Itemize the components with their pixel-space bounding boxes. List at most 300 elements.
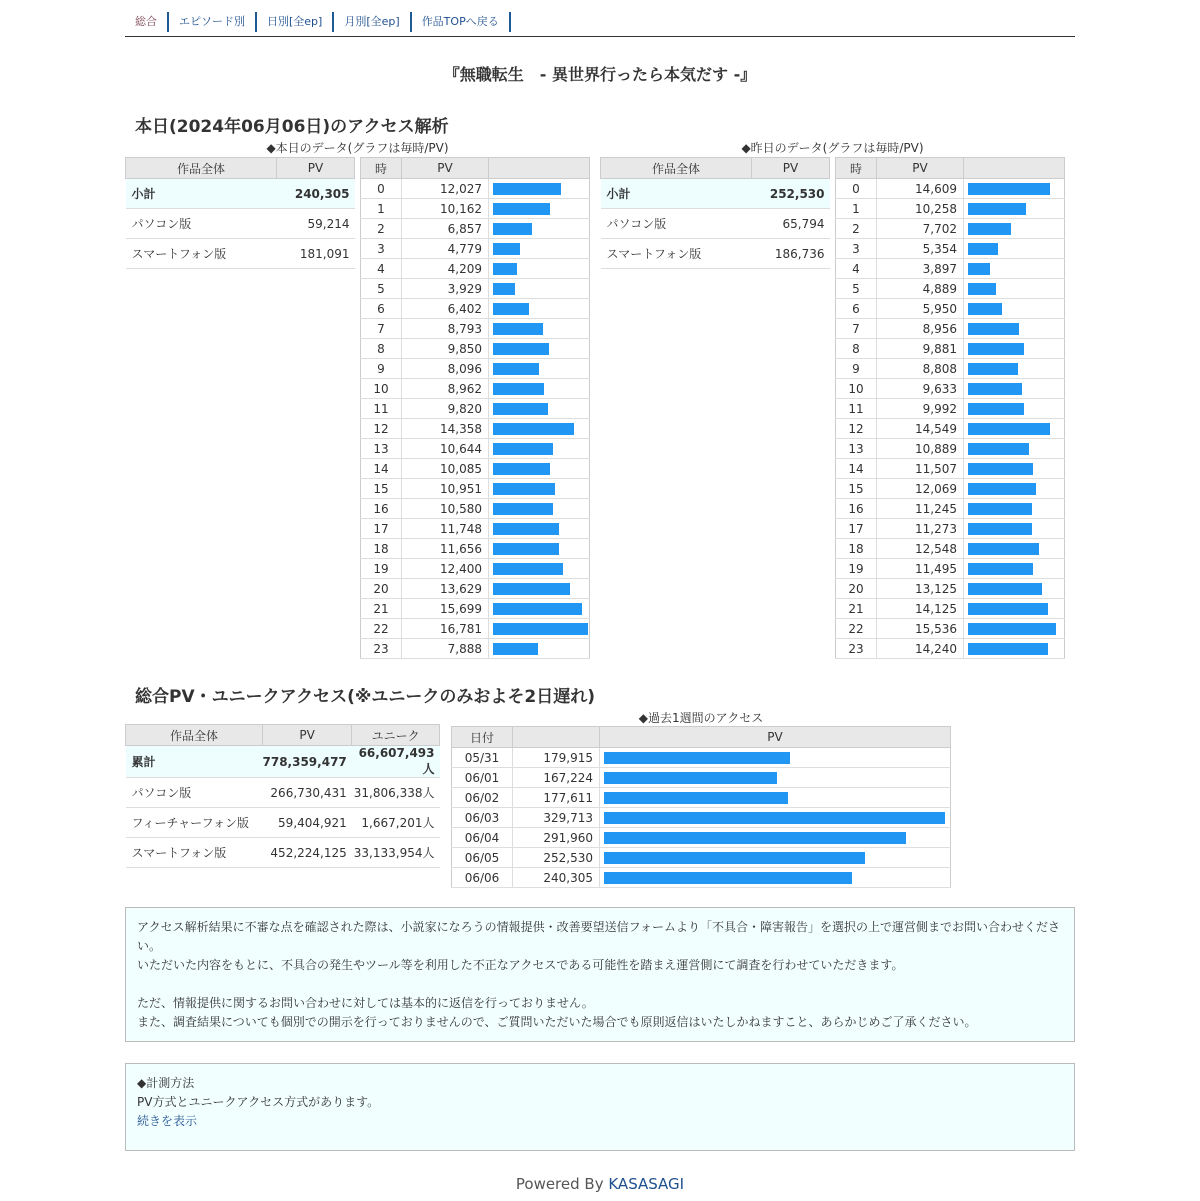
nav-link-episode[interactable]: エピソード別 [169, 12, 257, 32]
bar-cell [489, 499, 590, 519]
pv-cell: 8,962 [402, 379, 489, 399]
bar-cell [489, 259, 590, 279]
pv-cell: 10,580 [402, 499, 489, 519]
table-row [126, 179, 355, 209]
row-value: 252,530 [752, 179, 830, 209]
pv-cell: 14,125 [877, 599, 964, 619]
pv-cell: 11,656 [402, 539, 489, 559]
table-row [361, 479, 590, 499]
table-row [361, 359, 590, 379]
pv-bar [968, 603, 1048, 615]
bar-cell [489, 299, 590, 319]
hour-cell: 6 [836, 299, 877, 319]
row-value: 181,091 [277, 239, 355, 269]
hour-cell: 9 [836, 359, 877, 379]
pv-bar [493, 543, 559, 555]
bar-cell [600, 768, 951, 788]
column-header: 時 [361, 158, 402, 179]
bar-cell [600, 748, 951, 768]
bar-cell [489, 339, 590, 359]
table-row [836, 479, 1065, 499]
row-unique: 1,667,201人 [352, 808, 440, 838]
bar-cell [964, 239, 1065, 259]
row-pv: 452,224,125 [263, 838, 352, 868]
pv-cell: 177,611 [513, 788, 600, 808]
hour-cell: 14 [836, 459, 877, 479]
bar-cell [964, 319, 1065, 339]
table-row [836, 219, 1065, 239]
hour-cell: 17 [361, 519, 402, 539]
table-row [836, 399, 1065, 419]
pv-bar [493, 403, 548, 415]
pv-cell: 10,085 [402, 459, 489, 479]
method-box [125, 1063, 1075, 1151]
pv-cell: 13,125 [877, 579, 964, 599]
pv-cell: 11,273 [877, 519, 964, 539]
pv-bar [968, 583, 1042, 595]
column-header: 作品全体 [126, 725, 263, 746]
pv-bar [493, 443, 553, 455]
pv-bar [968, 503, 1032, 515]
row-pv: 59,404,921 [263, 808, 352, 838]
pv-bar [968, 643, 1048, 655]
table-row [452, 748, 951, 768]
table-row [126, 808, 440, 838]
table-row [361, 619, 590, 639]
bar-cell [964, 179, 1065, 199]
table-row [836, 279, 1065, 299]
bar-cell [964, 559, 1065, 579]
table-row [452, 848, 951, 868]
table-row [836, 359, 1065, 379]
hour-cell: 13 [836, 439, 877, 459]
hour-cell: 12 [361, 419, 402, 439]
method-title: ◆計測方法 [137, 1076, 195, 1090]
column-header [513, 727, 600, 748]
hour-cell: 7 [836, 319, 877, 339]
pv-bar [493, 563, 563, 575]
bar-cell [964, 519, 1065, 539]
row-pv: 778,359,477 [263, 746, 352, 778]
pv-bar [968, 223, 1011, 235]
table-row [836, 199, 1065, 219]
pv-bar [493, 183, 561, 195]
column-header: 日付 [452, 727, 513, 748]
bar-cell [600, 788, 951, 808]
table-row [361, 539, 590, 559]
today-heading: 本日(2024年06月06日)のアクセス解析 [135, 117, 449, 137]
hour-cell: 17 [836, 519, 877, 539]
table-row [361, 339, 590, 359]
table-row [836, 419, 1065, 439]
pv-cell: 10,644 [402, 439, 489, 459]
pv-cell: 8,793 [402, 319, 489, 339]
table-row [836, 499, 1065, 519]
hour-cell: 11 [361, 399, 402, 419]
hour-cell: 1 [836, 199, 877, 219]
pv-cell: 14,240 [877, 639, 964, 659]
row-value: 59,214 [277, 209, 355, 239]
row-label: パソコン版 [126, 209, 277, 239]
pv-bar [493, 483, 555, 495]
pv-bar [968, 383, 1022, 395]
pv-bar [493, 243, 520, 255]
table-row [361, 599, 590, 619]
pv-cell: 16,781 [402, 619, 489, 639]
pv-bar [493, 203, 550, 215]
table-row [836, 339, 1065, 359]
hour-cell: 22 [836, 619, 877, 639]
pv-bar [493, 323, 543, 335]
pv-cell: 6,402 [402, 299, 489, 319]
hour-cell: 5 [361, 279, 402, 299]
table-row [452, 808, 951, 828]
bar-cell [964, 539, 1065, 559]
hour-cell: 21 [836, 599, 877, 619]
bar-cell [489, 459, 590, 479]
yesterday-hourly-table [835, 157, 1065, 659]
table-row [361, 239, 590, 259]
pv-cell: 4,889 [877, 279, 964, 299]
pv-bar [493, 303, 529, 315]
pv-cell: 7,888 [402, 639, 489, 659]
column-header: PV [877, 158, 964, 179]
bar-cell [489, 239, 590, 259]
bar-cell [489, 359, 590, 379]
table-row [836, 599, 1065, 619]
bar-cell [600, 848, 951, 868]
table-row [361, 399, 590, 419]
page-title: 『無職転生 - 異世界行ったら本気だす -』 [443, 65, 757, 84]
pv-cell: 240,305 [513, 868, 600, 888]
week-caption: ◆過去1週間のアクセス [638, 711, 764, 725]
table-row [126, 209, 355, 239]
row-label: 累計 [126, 746, 263, 778]
bar-cell [489, 219, 590, 239]
table-row [836, 239, 1065, 259]
hour-cell: 8 [361, 339, 402, 359]
bar-cell [964, 499, 1065, 519]
pv-bar [604, 852, 865, 864]
pv-cell: 12,027 [402, 179, 489, 199]
pv-cell: 7,702 [877, 219, 964, 239]
pv-bar [493, 383, 544, 395]
table-row [601, 239, 830, 269]
bar-cell [489, 639, 590, 659]
bar-cell [489, 599, 590, 619]
table-row [361, 639, 590, 659]
table-row [836, 439, 1065, 459]
table-row [452, 788, 951, 808]
pv-bar [968, 403, 1024, 415]
pv-bar [493, 503, 553, 515]
date-cell: 06/06 [452, 868, 513, 888]
pv-bar [493, 643, 538, 655]
table-row [126, 239, 355, 269]
footer-prefix: Powered By [515, 1175, 609, 1193]
pv-cell: 12,069 [877, 479, 964, 499]
hour-cell: 16 [361, 499, 402, 519]
pv-cell: 167,224 [513, 768, 600, 788]
bar-cell [964, 639, 1065, 659]
table-row [361, 459, 590, 479]
table-row [836, 539, 1065, 559]
table-row [452, 768, 951, 788]
table-row [836, 259, 1065, 279]
hour-cell: 0 [836, 179, 877, 199]
pv-cell: 9,820 [402, 399, 489, 419]
pv-bar [493, 603, 582, 615]
hour-cell: 19 [836, 559, 877, 579]
pv-cell: 15,536 [877, 619, 964, 639]
pv-cell: 9,881 [877, 339, 964, 359]
pv-bar [493, 363, 539, 375]
hour-cell: 7 [361, 319, 402, 339]
column-header: PV [600, 727, 951, 748]
bar-cell [489, 479, 590, 499]
pv-bar [968, 343, 1024, 355]
bar-cell [489, 539, 590, 559]
pv-cell: 3,929 [402, 279, 489, 299]
total-table [125, 724, 440, 868]
bar-cell [489, 519, 590, 539]
hour-cell: 4 [361, 259, 402, 279]
bar-cell [489, 559, 590, 579]
pv-bar [968, 243, 998, 255]
pv-cell: 10,951 [402, 479, 489, 499]
table-row [836, 579, 1065, 599]
nav-link-overall[interactable]: 総合 [125, 12, 169, 32]
row-value: 186,736 [752, 239, 830, 269]
row-label: フィーチャーフォン版 [126, 808, 263, 838]
hour-cell: 5 [836, 279, 877, 299]
bar-cell [964, 439, 1065, 459]
hour-cell: 15 [836, 479, 877, 499]
pv-bar [968, 563, 1033, 575]
pv-bar [604, 752, 790, 764]
bar-cell [964, 579, 1065, 599]
pv-cell: 8,808 [877, 359, 964, 379]
pv-bar [493, 343, 549, 355]
pv-bar [968, 483, 1036, 495]
hour-cell: 2 [836, 219, 877, 239]
pv-cell: 12,400 [402, 559, 489, 579]
row-label: スマートフォン版 [601, 239, 752, 269]
pv-bar [493, 623, 588, 635]
hour-cell: 16 [836, 499, 877, 519]
nav-link-work-top[interactable]: 作品TOPへ戻る [412, 12, 511, 32]
bar-cell [489, 319, 590, 339]
table-row [361, 299, 590, 319]
pv-bar [493, 423, 574, 435]
row-unique: 31,806,338人 [352, 778, 440, 808]
notice-box [125, 907, 1075, 1042]
nav-link-daily[interactable]: 日別[全ep] [257, 12, 334, 32]
table-row [361, 199, 590, 219]
row-label: スマートフォン版 [126, 239, 277, 269]
pv-cell: 10,258 [877, 199, 964, 219]
hour-cell: 2 [361, 219, 402, 239]
hour-cell: 15 [361, 479, 402, 499]
hour-cell: 13 [361, 439, 402, 459]
pv-cell: 11,507 [877, 459, 964, 479]
pv-bar [968, 623, 1056, 635]
hour-cell: 0 [361, 179, 402, 199]
row-unique: 33,133,954人 [352, 838, 440, 868]
pv-bar [968, 463, 1033, 475]
date-cell: 06/01 [452, 768, 513, 788]
pv-cell: 8,096 [402, 359, 489, 379]
table-row [361, 519, 590, 539]
pv-bar [493, 263, 517, 275]
pv-bar [493, 523, 559, 535]
hour-cell: 11 [836, 399, 877, 419]
row-label: パソコン版 [601, 209, 752, 239]
table-row [452, 868, 951, 888]
table-row [836, 299, 1065, 319]
table-row [836, 619, 1065, 639]
row-label: パソコン版 [126, 778, 263, 808]
bar-cell [489, 199, 590, 219]
hour-cell: 20 [836, 579, 877, 599]
table-row [361, 579, 590, 599]
bar-cell [964, 339, 1065, 359]
table-row [361, 219, 590, 239]
pv-bar [493, 463, 550, 475]
date-cell: 06/05 [452, 848, 513, 868]
bar-cell [964, 359, 1065, 379]
table-row [601, 179, 830, 209]
column-header: PV [752, 158, 830, 179]
pv-bar [968, 363, 1018, 375]
hour-cell: 3 [836, 239, 877, 259]
column-header: 時 [836, 158, 877, 179]
bar-cell [489, 579, 590, 599]
hour-cell: 18 [361, 539, 402, 559]
table-row [361, 379, 590, 399]
row-value: 240,305 [277, 179, 355, 209]
bar-cell [489, 419, 590, 439]
table-row [452, 828, 951, 848]
date-cell: 06/02 [452, 788, 513, 808]
table-row [361, 499, 590, 519]
pv-bar [604, 772, 777, 784]
table-row [836, 179, 1065, 199]
pv-bar [493, 583, 570, 595]
pv-cell: 14,549 [877, 419, 964, 439]
bar-cell [964, 399, 1065, 419]
row-pv: 266,730,431 [263, 778, 352, 808]
hour-cell: 23 [836, 639, 877, 659]
hour-cell: 10 [836, 379, 877, 399]
hour-cell: 10 [361, 379, 402, 399]
pv-bar [968, 423, 1050, 435]
bar-cell [964, 599, 1065, 619]
kasasagi-link[interactable]: KASASAGI [608, 1175, 685, 1193]
pv-cell: 11,495 [877, 559, 964, 579]
table-row [126, 746, 440, 778]
table-row [361, 419, 590, 439]
table-row [361, 559, 590, 579]
pv-cell: 291,960 [513, 828, 600, 848]
column-header [964, 158, 1065, 179]
pv-bar [968, 263, 990, 275]
pv-cell: 11,245 [877, 499, 964, 519]
table-row [361, 279, 590, 299]
row-value: 65,794 [752, 209, 830, 239]
row-unique: 66,607,493人 [352, 746, 440, 778]
today-hourly-table [360, 157, 590, 659]
pv-bar [968, 523, 1032, 535]
today-summary-table [125, 157, 355, 269]
hour-cell: 18 [836, 539, 877, 559]
table-row [361, 439, 590, 459]
bar-cell [600, 808, 951, 828]
pv-bar [968, 443, 1029, 455]
pv-cell: 4,209 [402, 259, 489, 279]
row-label: 小計 [601, 179, 752, 209]
hour-cell: 1 [361, 199, 402, 219]
today-caption: ◆本日のデータ(グラフは毎時/PV) [266, 141, 449, 155]
pv-bar [493, 283, 515, 295]
bar-cell [600, 868, 951, 888]
table-row [601, 209, 830, 239]
nav-link-monthly[interactable]: 月別[全ep] [334, 12, 411, 32]
hour-cell: 6 [361, 299, 402, 319]
pv-bar [968, 323, 1019, 335]
pv-cell: 15,699 [402, 599, 489, 619]
pv-cell: 10,162 [402, 199, 489, 219]
bar-cell [964, 379, 1065, 399]
table-row [126, 778, 440, 808]
table-row [836, 379, 1065, 399]
column-header: 作品全体 [126, 158, 277, 179]
notice-text: アクセス解析結果に不審な点を確認された際は、小説家になろうの情報提供・改善要望送信フォームより「不具合・障害報告」を選択の上で運営側までお問い合わせください。 いただいた内容をもとに、不具合の発生やツール等を利用した不正なアクセスである可能性を踏まえ運営側にて調査を行わせていただきます。 ただ、情報提供に関するお問い合わせに対しては基本的に返信を行っておりません。 また、調査結果についても個別での開示を行っておりませんので、ご質問いただいた場合でも原則返信はいたしかねますこと、あらかじめご了承ください。 [137, 920, 1061, 1029]
pv-bar [968, 303, 1002, 315]
show-more-link[interactable]: 続きを表示 [137, 1114, 198, 1128]
pv-bar [968, 543, 1039, 555]
hour-cell: 12 [836, 419, 877, 439]
table-row [361, 179, 590, 199]
method-text: PV方式とユニークアクセス方式があります。 [137, 1095, 380, 1109]
column-header: PV [263, 725, 352, 746]
pv-cell: 12,548 [877, 539, 964, 559]
nav-menu [125, 12, 511, 32]
row-label: 小計 [126, 179, 277, 209]
pv-cell: 10,889 [877, 439, 964, 459]
table-row [836, 519, 1065, 539]
pv-bar [604, 832, 906, 844]
bar-cell [964, 279, 1065, 299]
hour-cell: 22 [361, 619, 402, 639]
pv-cell: 5,354 [877, 239, 964, 259]
table-row [126, 838, 440, 868]
bar-cell [600, 828, 951, 848]
pv-bar [968, 203, 1026, 215]
bar-cell [964, 419, 1065, 439]
bar-cell [489, 439, 590, 459]
bar-cell [489, 279, 590, 299]
pv-bar [968, 183, 1050, 195]
table-row [836, 319, 1065, 339]
yesterday-summary-table [600, 157, 830, 269]
footer [0, 1175, 1200, 1193]
table-row [836, 639, 1065, 659]
total-heading: 総合PV・ユニークアクセス(※ユニークのみおよそ2日遅れ) [135, 687, 595, 707]
pv-cell: 3,897 [877, 259, 964, 279]
bar-cell [964, 479, 1065, 499]
date-cell: 05/31 [452, 748, 513, 768]
